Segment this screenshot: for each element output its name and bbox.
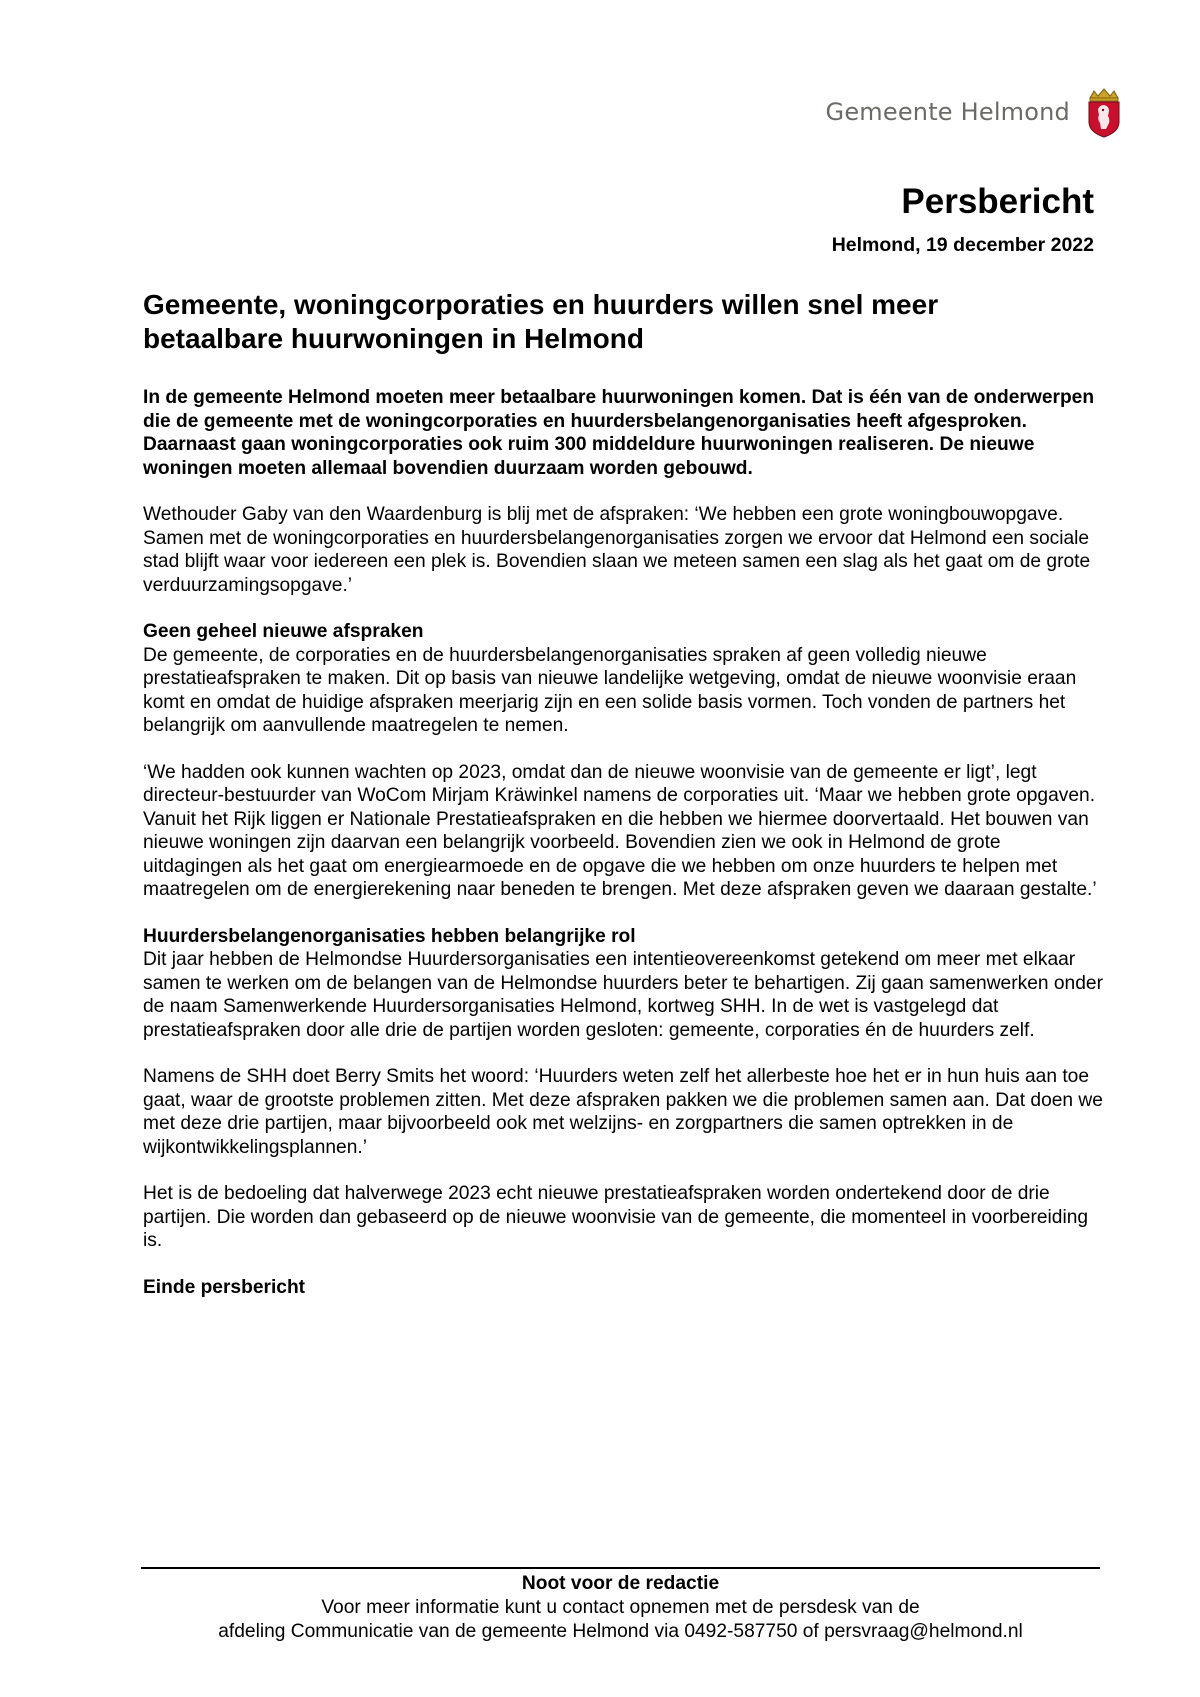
header-logo	[826, 86, 1124, 138]
editorial-note-contact-line: afdeling Communicatie van de gemeente Helmond via 0492-587750 of persvraag@helmond.nl	[218, 1621, 1023, 1642]
document-type-title: Persbericht	[901, 182, 1094, 221]
section-heading: Geen geheel nieuwe afspraken	[143, 621, 424, 642]
body-paragraph: ‘We hadden ook kunnen wachten op 2023, omdat dan de nieuwe woonvisie van de gemeente er ligt’, legt directeur-bestuurder van WoCom Mirjam Kräwinkel namens de corporaties uit. ‘Maar we hebben grote opgaven. Vanuit het Rijk liggen er Nationale Prestatieafspraken en die hebben we hiermee doorvertaald. Het bouwen van nieuwe woningen zijn daarvan een belangrijk voorbeeld. Bovendien zien we ook in Helmond de grote uitdagingen als het gaat om energiearmoede en de opgave die we hebben om onze huurders te helpen met maatregelen om de energierekening naar beneden te brengen. Met deze afspraken geven we daaraan gestalte.’	[143, 761, 1097, 900]
press-release-headline: Gemeente, woningcorporaties en huurders willen snel meer betaalbare huurwoningen in Helmond	[143, 289, 939, 354]
section-huurdersbelangenorganisaties	[143, 925, 1103, 1043]
body-paragraph: Wethouder Gaby van den Waardenburg is blij met de afspraken: ‘We hebben een grote woningbouwopgave. Samen met de woningcorporaties en huurdersbelangenorganisaties zorgen we ervoor dat Helmond een sociale stad blijft waar voor iedereen een plek is. Bovendien slaan we meteen samen een slag als het gaat om de grote verduurzamingsopgave.’	[143, 504, 1091, 596]
dateline: Helmond, 19 december 2022	[831, 234, 1094, 256]
footer-divider	[141, 1567, 1100, 1569]
coat-of-arms-icon	[1084, 86, 1124, 138]
editorial-note-line: Voor meer informatie kunt u contact opnemen met de persdesk van de	[321, 1597, 920, 1618]
editorial-note	[141, 1572, 1100, 1644]
body-paragraph: Het is de bedoeling dat halverwege 2023 echt nieuwe prestatieafspraken worden ondertekend door de drie partijen. Die worden dan gebaseerd op de nieuwe woonvisie van de gemeente, die momenteel in voorbereiding is.	[143, 1183, 1089, 1251]
press-release-body	[143, 386, 1103, 1322]
organization-name: Gemeente Helmond	[825, 98, 1070, 126]
lead-paragraph: In de gemeente Helmond moeten meer betaalbare huurwoningen komen. Dat is één van de onderwerpen die de gemeente met de woningcorporaties en huurdersbelangenorganisaties heeft afgesproken. Daarnaast gaan woningcorporaties ook ruim 300 middeldure huurwoningen realiseren. De nieuwe woningen moeten allemaal bovendien duurzaam worden gebouwd.	[143, 387, 1095, 479]
body-paragraph: Dit jaar hebben de Helmondse Huurdersorganisaties een intentieovereenkomst getekend om meer met elkaar samen te werken om de belangen van de Helmondse huurders beter te behartigen. Zij gaan samenwerken onder de naam Samenwerkende Huurdersorganisaties Helmond, kortweg SHH. In de wet is vastgelegd dat prestatieafspraken door alle drie de partijen worden gesloten: gemeente, corporaties én de huurders zelf.	[143, 949, 1103, 1041]
editorial-note-heading: Noot voor de redactie	[521, 1573, 720, 1594]
end-note: Einde persbericht	[143, 1276, 306, 1298]
body-paragraph: De gemeente, de corporaties en de huurdersbelangenorganisaties spraken af geen volledig nieuwe prestatieafspraken te maken. Dit op basis van nieuwe landelijke wetgeving, omdat de nieuwe woonvisie eraan komt en omdat de huidige afspraken meerjarig zijn en een solide basis vormen. Toch vonden de partners het belangrijk om aanvullende maatregelen te nemen.	[143, 644, 1077, 736]
section-heading: Huurdersbelangenorganisaties hebben belangrijke rol	[143, 925, 636, 947]
section-geen-geheel-nieuwe-afspraken	[143, 620, 1103, 738]
body-paragraph: Namens de SHH doet Berry Smits het woord: ‘Huurders weten zelf het allerbeste hoe het er in hun huis aan toe gaat, waar de grootste problemen zitten. Met deze afspraken pakken we die problemen samen aan. Dat doen we met deze drie partijen, maar bijvoorbeeld ook met welzijns- en zorgpartners die samen optrekken in de wijkontwikkelingsplannen.’	[143, 1066, 1103, 1158]
